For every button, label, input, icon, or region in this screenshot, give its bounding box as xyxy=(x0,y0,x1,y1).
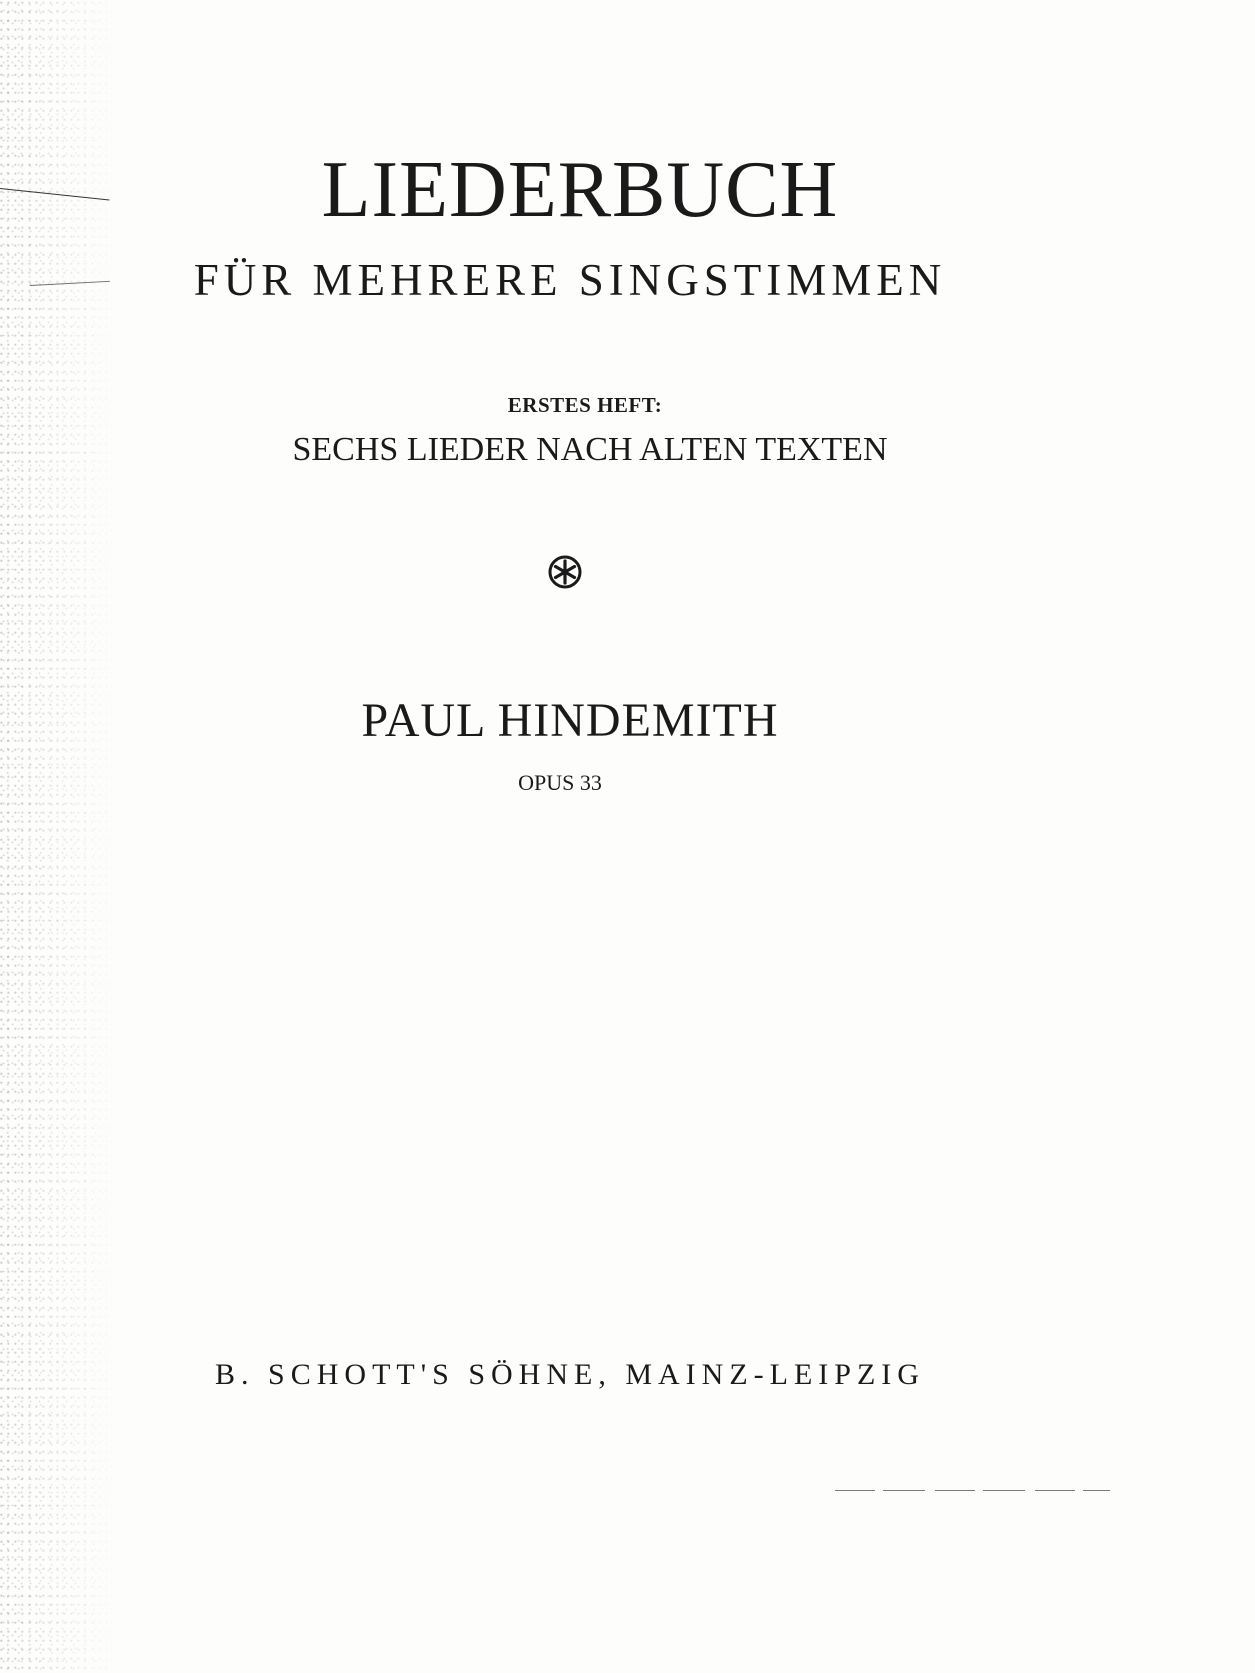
publisher-imprint: B. SCHOTT'S SÖHNE, MAINZ-LEIPZIG xyxy=(215,1358,925,1391)
stray-mark xyxy=(835,1490,1110,1491)
page-subtitle: FÜR MEHRERE SINGSTIMMEN xyxy=(193,255,947,305)
opus-number: OPUS 33 xyxy=(518,770,602,795)
volume-label: ERSTES HEFT: xyxy=(507,393,663,417)
page-title: LIEDERBUCH xyxy=(321,146,839,234)
asterisk-rosette-icon xyxy=(547,554,583,590)
composer-name: PAUL HINDEMITH xyxy=(361,694,779,747)
volume-title: SECHS LIEDER NACH ALTEN TEXTEN xyxy=(292,431,888,468)
binding-edge-speckle xyxy=(0,0,120,1673)
